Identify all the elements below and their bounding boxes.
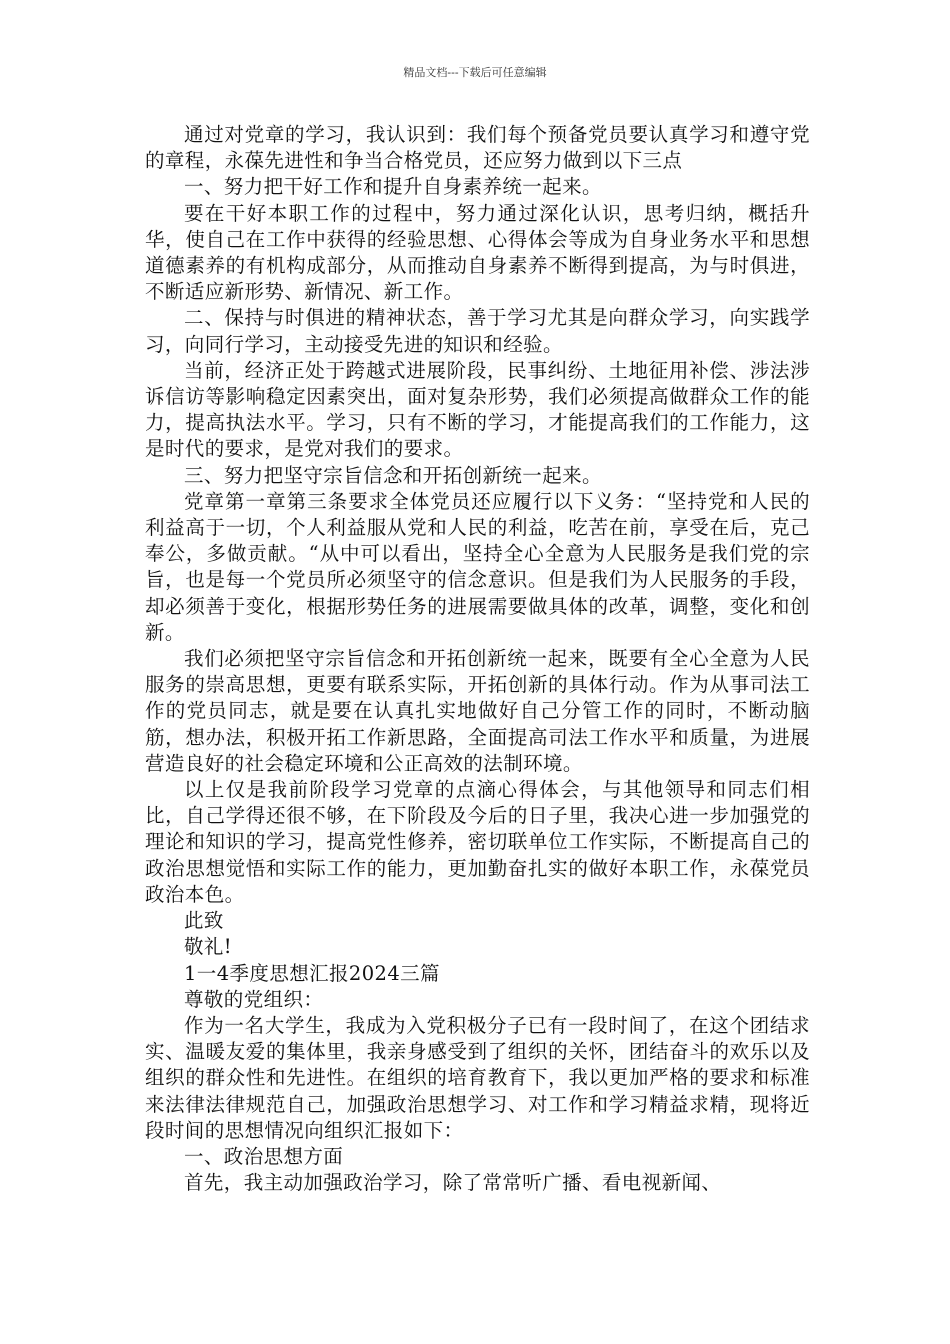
paragraph: 通过对党章的学习，我认识到：我们每个预备党员要认真学习和遵守党的章程，永葆先进性和争当合格党员，还应努力做到以下三点 [145,123,810,173]
paragraph: 当前，经济正处于跨越式进展阶段，民事纠纷、土地征用补偿、涉法涉诉信访等影响稳定因素突出，面对复杂形势，我们必须提高做群众工作的能力，提高执法水平。学习，只有不断的学习，才能提高我们的工作能力，这是时代的要求，是党对我们的要求。 [145,358,810,461]
paragraph: 作为一名大学生，我成为入党积极分子已有一段时间了，在这个团结求实、温暖友爱的集体里，我亲身感受到了组织的关怀，团结奋斗的欢乐以及组织的群众性和先进性。在组织的培育教育下，我以更加严格的要求和标准来法律法律规范自己，加强政治思想学习、对工作和学习精益求精，现将近段时间的思想情况向组织汇报如下： [145,1013,810,1142]
section-heading: 二、保持与时俱进的精神状态，善于学习尤其是向群众学习，向实践学习，向同行学习，主动接受先进的知识和经验。 [145,306,810,356]
page-header: 精品文档---下载后可任意编辑 [403,66,547,79]
document-title: 1一4季度思想汇报2024三篇 [184,961,440,985]
section-heading: 三、努力把坚守宗旨信念和开拓创新统一起来。 [184,463,602,487]
closing-salute: 敬礼! [184,935,233,959]
paragraph: 要在干好本职工作的过程中，努力通过深化认识，思考归纳，概括升华，使自己在工作中获得的经验思想、心得体会等成为自身业务水平和思想道德素养的有机构成部分，从而推动自身素养不断得到提高，为与时俱进，不断适应新形势、新情况、新工作。 [145,201,810,304]
paragraph: 党章第一章第三条要求全体党员还应履行以下义务：“坚持党和人民的利益高于一切，个人利益服从党和人民的利益，吃苦在前，享受在后，克己奉公，多做贡献。“从中可以看出，坚持全心全意为人民服务是我们党的宗旨，也是每一个党员所必须坚守的信念意识。但是我们为人民服务的手段，却必须善于变化，根据形势任务的进展需要做具体的改革，调整，变化和创新。 [145,489,810,644]
section-heading: 一、努力把干好工作和提升自身素养统一起来。 [184,175,602,199]
closing-line: 此致 [184,909,224,933]
paragraph: 首先，我主动加强政治学习，除了常常听广播、看电视新闻、 [184,1171,722,1195]
paragraph: 我们必须把坚守宗旨信念和开拓创新统一起来，既要有全心全意为人民服务的崇高思想，更要有联系实际，开拓创新的具体行动。作为从事司法工作的党员同志，就是要在认真扎实地做好自己分管工作的同时，不断动脑筋，想办法，积极开拓工作新思路，全面提高司法工作水平和质量，为进展营造良好的社会稳定环境和公正高效的法制环境。 [145,647,810,775]
salutation: 尊敬的党组织： [184,987,324,1011]
document-body [145,122,810,1196]
section-heading: 一、政治思想方面 [184,1144,344,1168]
paragraph: 以上仅是我前阶段学习党章的点滴心得体会，与其他领导和同志们相比，自己学得还很不够，在下阶段及今后的日子里，我决心进一步加强党的理论和知识的学习，提高党性修养，密切联单位工作实际，不断提高自己的政治思想觉悟和实际工作的能力，更加勤奋扎实的做好本职工作，永葆党员政治本色。 [145,778,810,906]
